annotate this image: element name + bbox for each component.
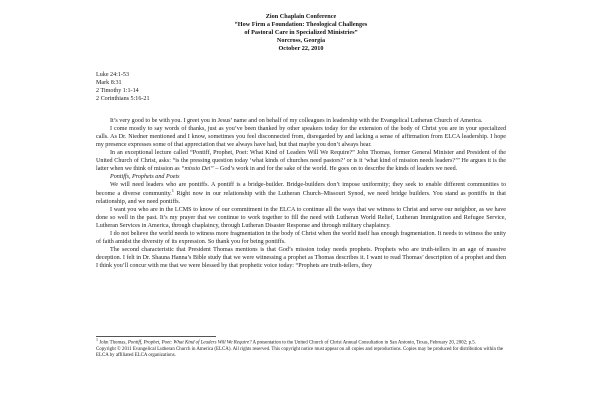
header-line-location: Norcross, Georgia (276, 37, 326, 45)
footnote-block (96, 336, 506, 360)
footnote-copyright: Copyright © 2011 Evangelical Lutheran Church in America (ELCA). All rights reserved. This copyright notice must appear on all copies and reproductions. Copies may be produced for distribution within the ELCA by affiliated ELCA organizations. (96, 346, 504, 359)
scripture-reference: 2 Corinthians 5:16-21 (96, 96, 150, 103)
section-heading-pontiffs-prophets-poets: Pontiffs, Prophets and Poets (110, 174, 180, 181)
scripture-reference: Luke 24:1-53 (96, 72, 130, 79)
paragraph-thomas-lecture (96, 149, 506, 173)
paragraph-greeting: It’s very good to be with you. I greet you in Jesus’ name and on behalf of my colleagues in leadership with the Evangelical Lutheran Church of America. (110, 118, 483, 125)
footnote-source: A presentation to the United Church of Christ Annual Consultation in San Antonio, Texas, February 20, 2002; p.5. (251, 340, 476, 346)
document-content (96, 13, 506, 270)
footnote-citation (96, 336, 506, 347)
paragraph-pontiffs-part1: We will need leaders who are pontiffs. A pontiff is a bridge-builder. Bridge-builders don’t impose uniformity; they seek to enable different communities to become a diverse community. (96, 182, 506, 197)
header-line-date: October 22, 2010 (278, 45, 324, 53)
paragraph-prophets: The second characteristic that President Thomas mentions is that God’s mission today needs prophets. Prophets who are truth-tellers in an age of massive deception. I felt in Dr. Shauna Hanna’s Bible study that we were witnessing a prophet as Thomas describes it. I want to read Thomas’ description of a prophet and then I think you’ll concur with me that we were blessed by that prophetic voice today: “Prophets are truth-tellers, they (96, 246, 506, 269)
footnote-author: John Thomas, (98, 340, 128, 346)
footnote-marker-1: 1 (171, 187, 174, 193)
header-line-conference: Zion Chaplain Conference (265, 13, 337, 20)
scripture-reference: 2 Timothy 1:1-14 (96, 88, 139, 95)
paragraph-thomas-lecture-part2: – God’s work in and for the sake of the world. He goes on to describe the kinds of leaders we need. (213, 166, 458, 173)
scripture-reference: Mark 8:31 (96, 80, 122, 87)
paragraph-fragmentation: I do not believe the world needs to witness more fragmentation in the body of Christ when the world itself has enough fragmentation. It needs to witness the unity of faith amidst the diversity of its expression. So thank you for being pontiffs. (96, 230, 506, 245)
paragraph-thomas-lecture-part1: In an exceptional lecture called “Pontiff, Prophet, Poet: What Kind of Leaders Will We Require?” John Thomas, former General Minister and President of the United Church of Christ, asks: “is the pressing question today ‘what kinds of churches need pastors?’ or is it ‘what kind of mission needs leaders?’” He argues it is the latter when we think of mission as (96, 150, 506, 173)
latin-phrase-missio-dei: “missio Dei” (181, 166, 214, 173)
document-body (96, 117, 506, 270)
header-line-title-2: of Pastoral Care in Specialized Ministries” (244, 29, 358, 37)
paragraph-lcms-commitment: I want you who are in the LCMS to know of our commitment in the ELCA to continue all the ways that we witness to Christ and serve our neighbor, as we have done so well in the past. It’s my prayer that we continue to work together to fill the need with Lutheran World Relief, Lutheran Immigration and Refugee Service, Lutheran Services in America, through chaplaincy, through Lutheran Disaster Response and through military chaplaincy. (96, 206, 506, 229)
paragraph-thanks: I come mostly to say words of thanks, just as you’ve been thanked by other speakers today for the extension of the body of Christ you are in your specialized calls. As Dr. Niedner mentioned and I know, sometimes you feel disconnected from, disregarded by and lacking a sense of affirmation from ELCA leadership. I hope my presence expresses some of that appreciation that we always have had, but that maybe you don’t always hear. (96, 126, 506, 149)
footnote-number: 1 (96, 336, 98, 342)
footnote-area (96, 336, 506, 360)
paragraph-pontiffs-part2: Right now in our relationship with the Lutheran Church–Missouri Synod, we need bridge builders. You stand as pontiffs in that relationship, and we need pontiffs. (96, 190, 506, 205)
footnote-separator-rule (96, 336, 216, 337)
document-header (96, 13, 506, 53)
header-line-title-1: “How Firm a Foundation: Theological Challenges (234, 21, 368, 29)
scripture-reference-list (96, 72, 506, 104)
footnote-title: Pontiff, Prophet, Poet: What Kind of Leaders Will We Require? (127, 340, 252, 346)
paragraph-pontiffs (96, 181, 506, 205)
